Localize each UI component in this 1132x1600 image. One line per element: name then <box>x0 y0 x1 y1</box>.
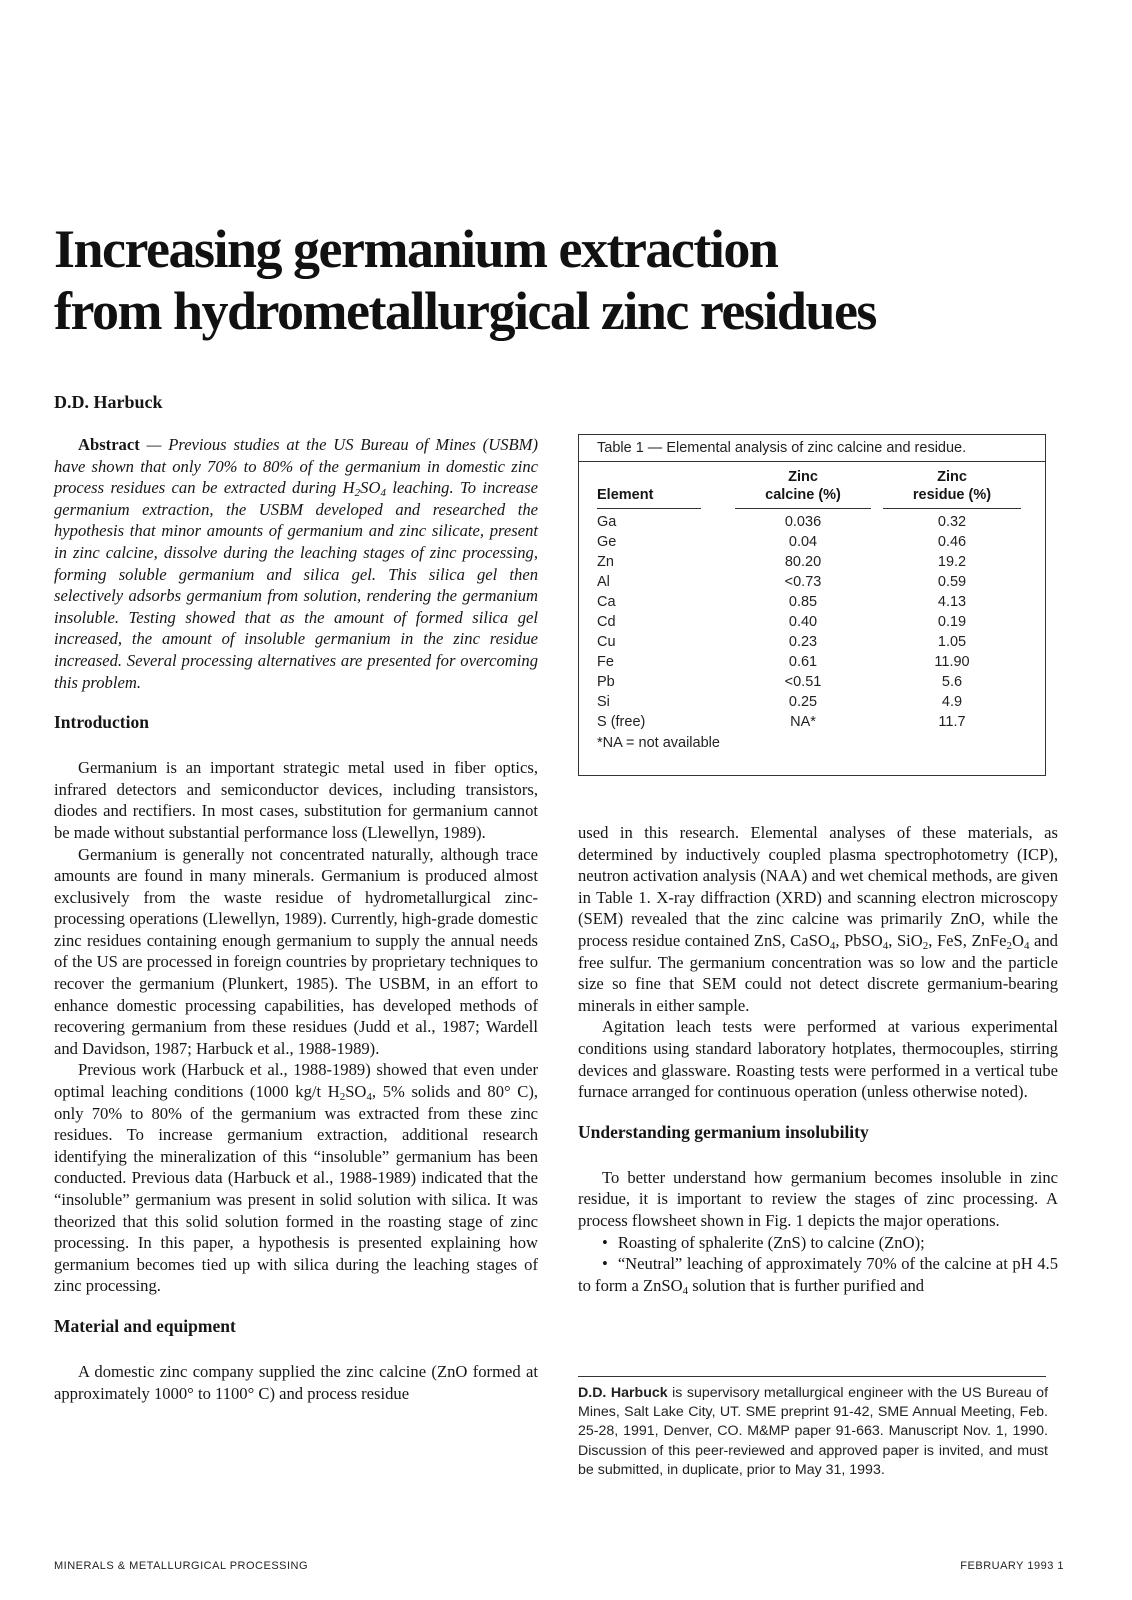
intro-p3-text-3: , 5% solids and 80° C), only 70% to 80% of the germanium was extracted from these zinc residues. To increase germanium extraction, additional research identifying the mineralization of this “insoluble” germanium has been conducted. Previous data (Harbuck et al., 1988-1989) indicated that the “insoluble” germanium was present in solid solution with silica. It was theorized that this solid solution formed in the roasting stage of zinc processing. In this paper, a hypothesis is presented explaining how germanium becomes tied up with silica during the leaching stages of zinc processing. <box>54 1082 538 1296</box>
abstract-sub-2: 4 <box>380 487 386 500</box>
header-zinc-residue-label <box>883 468 1021 509</box>
table-row <box>597 672 1027 692</box>
cell-residue: 11.7 <box>938 714 966 730</box>
cell-element: Pb <box>597 674 615 690</box>
table-row <box>597 572 1027 592</box>
intro-p3-text-1: Previous work (Harbuck et al., 1988-1989) showed that even under optimal leaching conditions (1000 kg/t H <box>54 1060 538 1102</box>
list-item-sub: 4 <box>682 1284 689 1297</box>
abstract-text-3: leaching. To increase germanium extraction, the USBM developed and researched the hypothesis that minor amounts of germanium and zinc silicate, present in zinc calcine, dissolve during the leaching stages of zinc processing, forming soluble germanium and silica gel. This silica gel then selectively adsorbs germanium from solution, rendering the germanium insoluble. Testing showed that as the amount of formed silica gel increased, the amount of insoluble germanium in the zinc residue increased. Several processing alternatives are presented for overcoming this problem. <box>54 478 538 692</box>
table-1 <box>578 434 1046 776</box>
cell-element: S (free) <box>597 714 646 730</box>
materials-cont-text-5: O <box>1012 930 1024 950</box>
cell-calcine: 0.61 <box>788 654 818 670</box>
abstract <box>54 434 538 693</box>
process-stage-list <box>578 1232 1058 1297</box>
section-heading-materials: Material and equipment <box>54 1315 236 1336</box>
materials-sub-2: 4 <box>882 939 889 952</box>
section-heading-introduction: Introduction <box>54 712 149 733</box>
table-row <box>597 552 1027 572</box>
journal-name-footer: MINERALS & METALLURGICAL PROCESSING <box>54 1560 309 1572</box>
list-item <box>578 1232 1058 1254</box>
cell-calcine: 0.23 <box>788 634 818 650</box>
bullet-icon: • <box>602 1232 608 1252</box>
intro-p3-sub-2: 4 <box>366 1091 372 1104</box>
intro-paragraph-2: Germanium is generally not concentrated naturally, although trace amounts are found in many minerals. Germanium is produced almost exclusively from the waste residue of hydrometallurgical zinc-processing operations (Llewellyn, 1989). Currently, high-grade domestic zinc residues containing enough germanium to supply the annual needs of the US are processed in foreign countries by proprietary techniques to recover the germanium (Plunkert, 1985). The USBM, in an effort to enhance domestic processing capabilities, has developed methods of recovering germanium from these residues (Judd et al., 1987; Wardell and Davidson, 1987; Harbuck et al., 1988-1989). <box>54 844 538 1058</box>
intro-paragraph-1: Germanium is an important strategic metal used in fiber optics, infrared detectors and semiconductor devices, including transistors, diodes and rectifiers. In most cases, substitution for germanium cannot be made without substantial performance loss (Llewellyn, 1989). <box>54 758 538 842</box>
materials-sub-3: 2 <box>922 939 929 952</box>
table-row <box>597 532 1027 552</box>
cell-element: Cd <box>597 614 616 630</box>
date-page-footer: FEBRUARY 1993 1 <box>960 1560 1064 1572</box>
materials-paragraph-1: A domestic zinc company supplied the zinc calcine (ZnO formed at approximately 1000° to 1100° C) and process residue <box>54 1361 538 1403</box>
cell-residue: 19.2 <box>937 554 967 570</box>
materials-paragraph-1-continued <box>578 822 1058 1016</box>
table-row <box>597 512 1027 532</box>
cell-element: Ga <box>597 514 617 530</box>
header-element <box>597 468 729 512</box>
intro-p3-sub-1: 2 <box>339 1091 346 1104</box>
materials-cont-text-4: , FeS, ZnFe <box>928 930 1007 950</box>
section-heading-insolubility: Understanding germanium insolubility <box>578 1121 869 1142</box>
header-calcine-line-2: calcine (%) <box>765 487 841 503</box>
cell-element: Cu <box>597 634 616 650</box>
header-calcine-line-1: Zinc <box>788 469 818 485</box>
list-item-text: Roasting of sphalerite (ZnS) to calcine (ZnO); <box>617 1232 925 1252</box>
table-row <box>597 592 1027 612</box>
table-row <box>597 712 1027 732</box>
left-column <box>54 434 538 1404</box>
cell-calcine: 80.20 <box>784 554 822 570</box>
title-line-1: Increasing germanium extraction <box>54 219 778 279</box>
cell-residue: 0.59 <box>937 574 967 590</box>
list-item <box>578 1253 1058 1296</box>
right-column <box>578 822 1058 1296</box>
intro-paragraph-3 <box>54 1059 538 1297</box>
footnote-text: is supervisory metallurgical engineer with the US Bureau of Mines, Salt Lake City, UT. SME preprint 91-42, SME Annual Meeting, Feb. 25-28, 1991, Denver, CO. M&MP paper 91-663. Manuscript Nov. 1, 1990. Discussion of this peer-reviewed and approved paper is invited, and must be submitted, in duplicate, prior to May 31, 1993. <box>578 1385 1049 1478</box>
cell-residue: 0.32 <box>937 514 967 530</box>
header-zinc-calcine <box>729 468 877 512</box>
footnote-author: D.D. Harbuck <box>578 1385 668 1401</box>
abstract-dash: — <box>139 435 169 454</box>
cell-calcine: <0.73 <box>784 574 822 590</box>
materials-cont-text-3: , SiO <box>888 930 923 950</box>
cell-element: Ca <box>597 594 616 610</box>
materials-sub-5: 4 <box>1023 939 1030 952</box>
cell-element: Zn <box>597 554 614 570</box>
table-row <box>597 632 1027 652</box>
table-caption: Table 1 — Elemental analysis of zinc calcine and residue. <box>579 435 1045 462</box>
cell-residue: 1.05 <box>937 634 967 650</box>
title-line-2: from hydrometallurgical zinc residues <box>54 281 876 341</box>
author-footnote <box>578 1384 1048 1480</box>
table-header-row <box>597 468 1027 512</box>
cell-residue: 11.90 <box>934 654 970 670</box>
materials-sub-1: 4 <box>829 939 836 952</box>
cell-residue: 5.6 <box>941 674 963 690</box>
table-row <box>597 612 1027 632</box>
footnote-divider <box>578 1376 1046 1377</box>
header-residue-line-1: Zinc <box>937 469 967 485</box>
table-row <box>597 652 1027 672</box>
materials-cont-text-6: and free sulfur. The germanium concentration was so low and the particle size so fine that SEM could not detect discrete germanium-bearing minerals in either sample. <box>578 930 1058 1015</box>
table-note: *NA = not available <box>597 735 720 751</box>
cell-calcine: NA* <box>790 714 816 730</box>
header-zinc-residue <box>877 468 1027 512</box>
table-body <box>597 512 1027 732</box>
materials-cont-text-1: used in this research. Elemental analyses of these materials, as determined by inductively coupled plasma spectrophotometry (ICP), neutron activation analysis (NAA) and wet chemical methods, are given in Table 1. X-ray diffraction (XRD) and scanning electron microscopy (SEM) revealed that the zinc calcine was primarily ZnO, while the process residue contained ZnS, CaSO <box>578 823 1058 950</box>
cell-calcine: <0.51 <box>784 674 822 690</box>
intro-p3-text-2: SO <box>345 1082 367 1102</box>
cell-calcine: 0.036 <box>784 514 822 530</box>
bullet-icon: • <box>602 1254 608 1274</box>
materials-paragraph-2: Agitation leach tests were performed at various experimental conditions using standard laboratory hotplates, thermocouples, stirring devices and glassware. Roasting tests were performed in a vertical tube furnace arranged for continuous operation (unless otherwise noted). <box>578 1017 1058 1102</box>
cell-residue: 0.46 <box>937 534 967 550</box>
cell-calcine: 0.85 <box>788 594 818 610</box>
insolubility-paragraph-1: To better understand how germanium becomes insoluble in zinc residue, it is important to review the stages of zinc processing. A process flowsheet shown in Fig. 1 depicts the major operations. <box>578 1167 1058 1230</box>
materials-sub-4: 2 <box>1006 939 1012 952</box>
cell-residue: 4.13 <box>937 594 967 610</box>
list-item-text-1: “Neutral” leaching of approximately 70% of the calcine at pH 4.5 to form a ZnSO <box>578 1254 1058 1295</box>
materials-cont-text-2: , PbSO <box>835 930 883 950</box>
cell-element: Fe <box>597 654 614 670</box>
cell-residue: 4.9 <box>941 694 963 710</box>
cell-element: Ge <box>597 534 617 550</box>
elemental-analysis-table <box>597 468 1027 732</box>
cell-calcine: 0.04 <box>788 534 818 550</box>
header-residue-line-2: residue (%) <box>912 487 992 503</box>
abstract-sub-1: 2 <box>354 487 361 500</box>
author-name: D.D. Harbuck <box>54 392 163 412</box>
article-title <box>54 218 1094 342</box>
abstract-text-1: Previous studies at the US Bureau of Mines (USBM) have shown that only 70% to 80% of the germanium in domestic zinc process residues can be extracted during H <box>54 435 538 498</box>
list-item-text-2: solution that is further purified and <box>688 1275 925 1295</box>
abstract-label: Abstract <box>78 435 140 454</box>
cell-element: Al <box>597 574 610 590</box>
abstract-text-2: SO <box>360 478 381 498</box>
cell-calcine: 0.40 <box>788 614 818 630</box>
cell-residue: 0.19 <box>937 614 967 630</box>
cell-calcine: 0.25 <box>788 694 818 710</box>
header-zinc-calcine-label <box>735 468 871 509</box>
cell-element: Si <box>597 694 610 710</box>
table-row <box>597 692 1027 712</box>
header-element-label: Element <box>597 486 701 509</box>
